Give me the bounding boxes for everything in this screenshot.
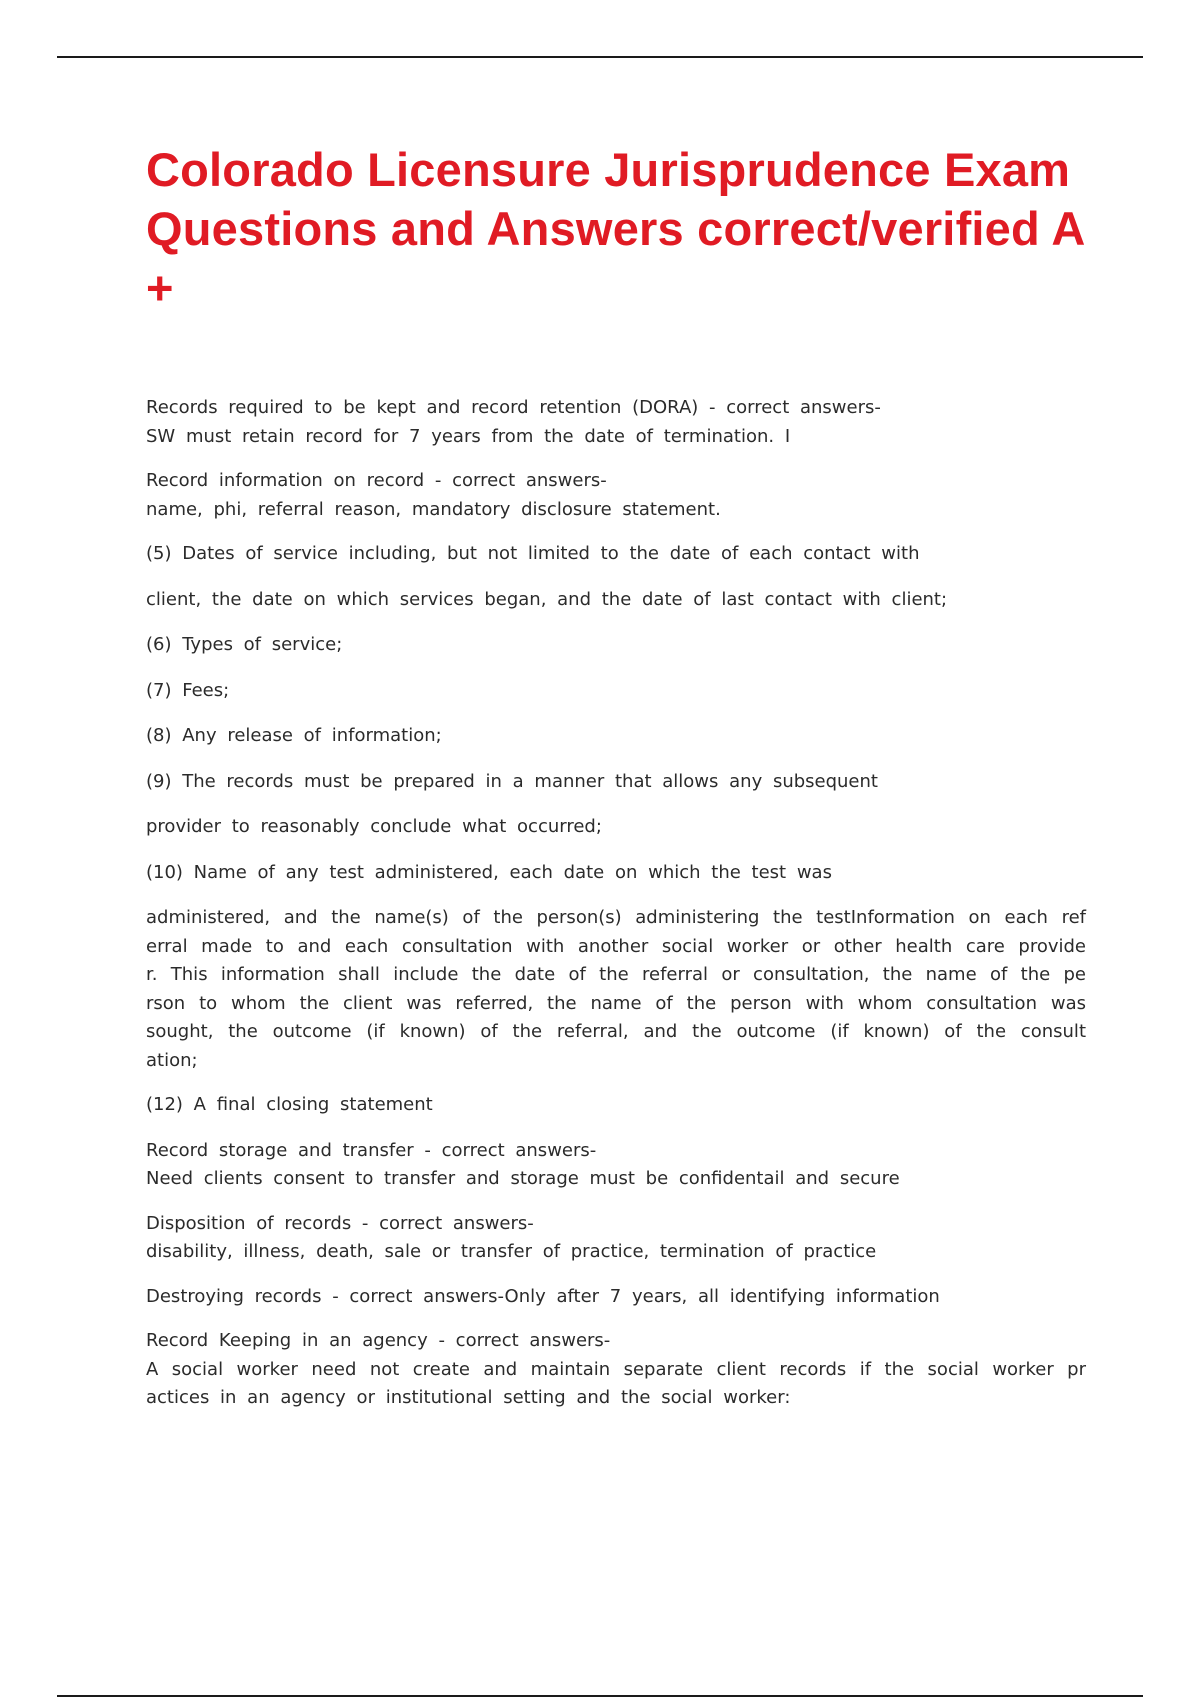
document-page [146,140,1086,1429]
document-body [146,394,1086,1413]
text-line: r. This information shall include the date of the referral or consultation, the name of the pe [146,964,1086,985]
header-rule [57,56,1143,58]
text-line: Need clients consent to transfer and storage must be confidentail and secure [146,1168,900,1189]
text-line: provider to reasonably conclude what occurred; [146,816,602,837]
text-line: (6) Types of service; [146,634,343,655]
footer-rule [57,1695,1143,1697]
text-line: (9) The records must be prepared in a manner that allows any subsequent [146,770,878,792]
text-line: Destroying records - correct answers-Only after 7 years, all identifying information [146,1285,940,1307]
text-line: (12) A final closing statement [146,1094,433,1115]
paragraph-release-of-information [146,722,1086,751]
paragraph-fees [146,677,1086,706]
text-line: (8) Any release of information; [146,725,442,746]
text-line: name, phi, referral reason, mandatory disclosure statement. [146,498,721,520]
text-line: Records required to be kept and record retention (DORA) - correct answers- [146,397,881,418]
text-line: disability, illness, death, sale or transfer of practice, termination of practice [146,1241,877,1262]
text-line: erral made to and each consultation with another social worker or other health care provide [146,935,1086,957]
paragraph-types-of-service [146,631,1086,660]
text-line: Record storage and transfer - correct answers- [146,1139,597,1161]
text-line: Disposition of records - correct answers- [146,1212,534,1234]
paragraph-record-information [146,467,1086,524]
text-line: SW must retain record for 7 years from the date of termination. I [146,425,791,447]
paragraph-record-storage [146,1137,1086,1194]
text-line: (7) Fees; [146,679,230,701]
text-line: Record Keeping in an agency - correct answers- [146,1330,611,1351]
paragraph-closing-statement [146,1091,1086,1120]
paragraph-disposition-of-records [146,1210,1086,1267]
paragraph-subsequent-provider [146,813,1086,842]
text-line: client, the date on which services began, and the date of last contact with client; [146,588,948,610]
paragraph-dates-of-service [146,540,1086,569]
paragraph-client-dates [146,586,1086,615]
text-line: sought, the outcome (if known) of the referral, and the outcome (if known) of the consult [146,1021,1086,1042]
text-line: (10) Name of any test administered, each date on which the test was [146,861,832,883]
paragraph-destroying-records [146,1283,1086,1312]
paragraph-test-administered [146,859,1086,888]
text-line: actices in an agency or institutional setting and the social worker: [146,1387,791,1408]
document-title: Colorado Licensure Jurisprudence Exam Questions and Answers correct/verified A+ [146,143,1086,314]
text-line: ation; [146,1049,198,1071]
paragraph-records-required [146,394,1086,451]
text-line: rson to whom the client was referred, the name of the person with whom consultation was [146,992,1086,1014]
text-line: Record information on record - correct answers- [146,470,607,491]
text-line: administered, and the name(s) of the person(s) administering the testInformation on each ref [146,907,1086,928]
text-line: A social worker need not create and maintain separate client records if the social worker pr [146,1358,1086,1380]
paragraph-record-keeping-agency [146,1327,1086,1413]
text-line: (5) Dates of service including, but not limited to the date of each contact with [146,543,920,564]
paragraph-records-prepared [146,768,1086,797]
paragraph-referral-information [146,904,1086,1075]
